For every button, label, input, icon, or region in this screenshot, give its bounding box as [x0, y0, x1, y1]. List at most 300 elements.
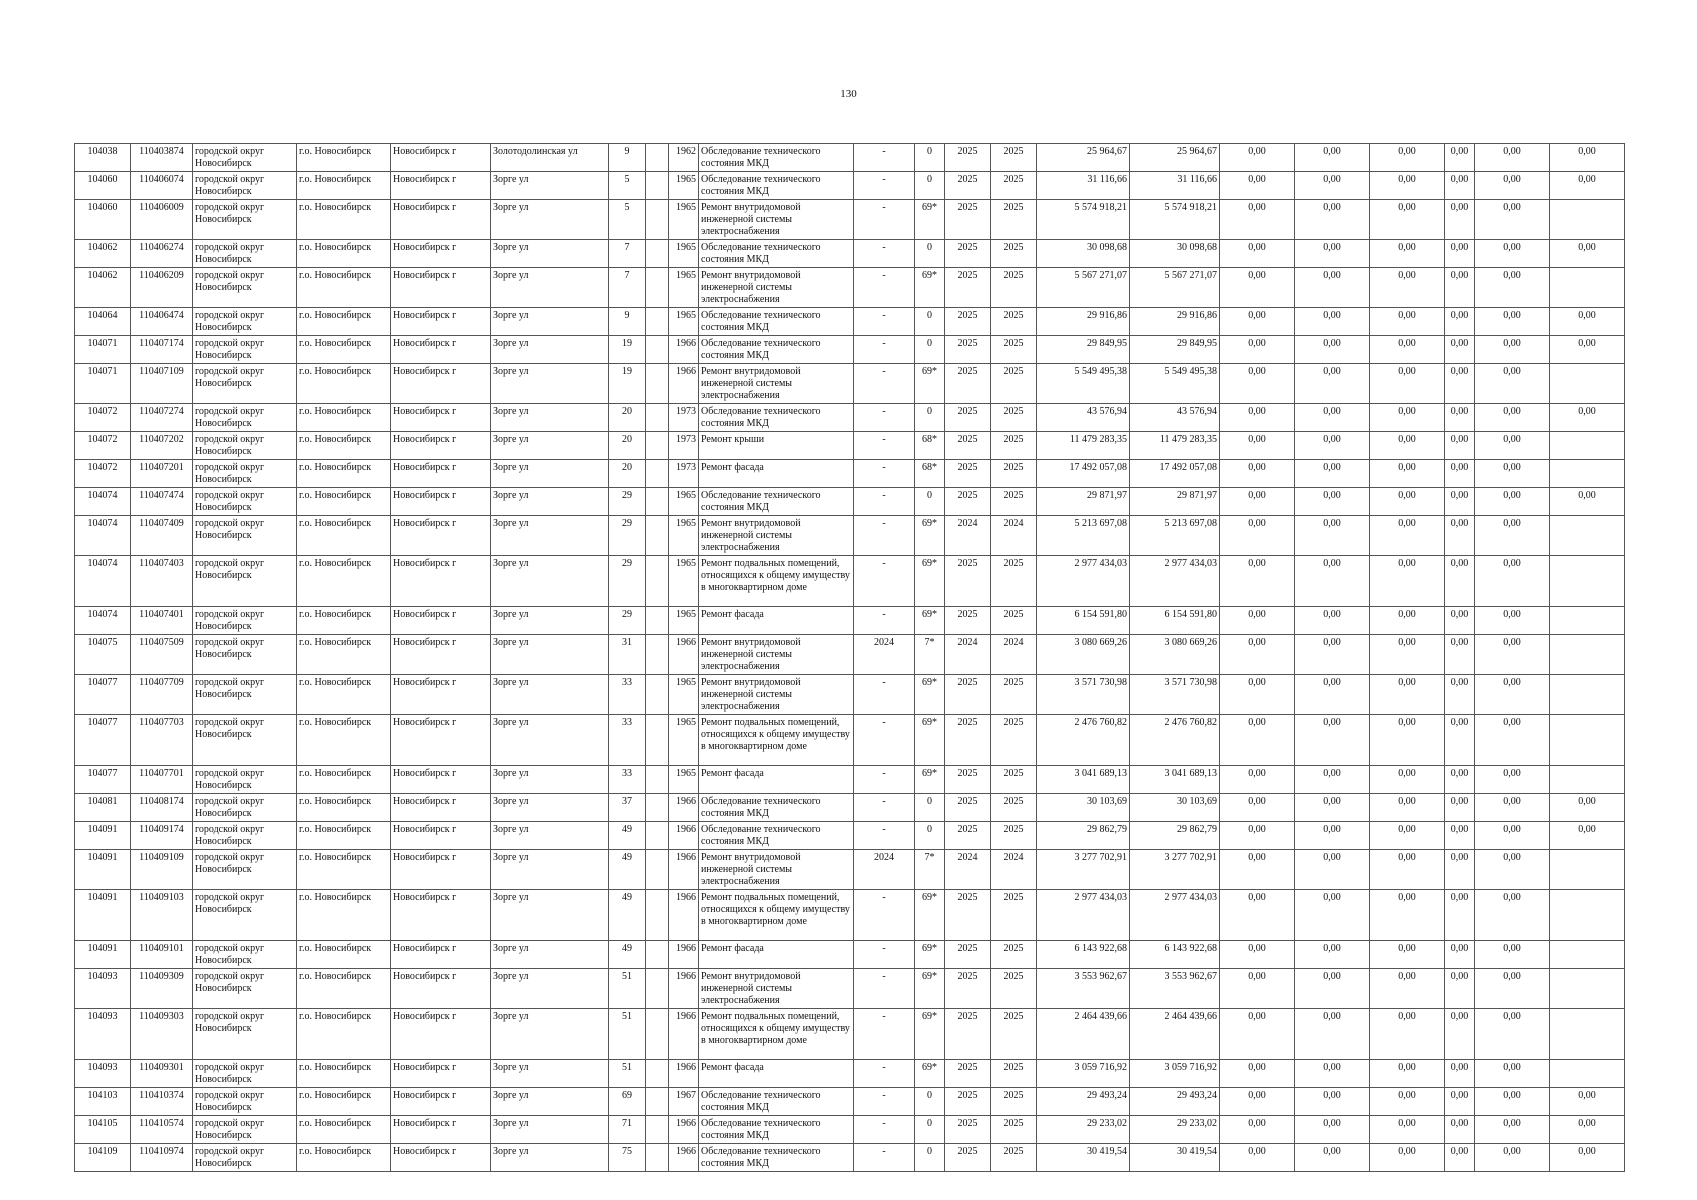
cell-budget-local: 0,00 — [1370, 1060, 1445, 1088]
cell-municipality: городской округ Новосибирск — [193, 240, 297, 268]
cell-budget-federal: 0,00 — [1220, 822, 1295, 850]
cell-budget-regional: 0,00 — [1295, 822, 1370, 850]
cell-budget-federal: 0,00 — [1220, 766, 1295, 794]
cell-building — [646, 1116, 669, 1144]
cell-building — [646, 404, 669, 432]
cell-prev-year: 2024 — [854, 850, 915, 890]
cell-year: 1965 — [669, 675, 699, 715]
table-row — [75, 404, 1625, 432]
cell-building — [646, 1144, 669, 1172]
cell-budget-local: 0,00 — [1370, 890, 1445, 941]
cell-prev-year: - — [854, 1009, 915, 1060]
cell-municipality: городской округ Новосибирск — [193, 766, 297, 794]
cell-other-2: 0,00 — [1550, 1144, 1625, 1172]
cell-prev-year: - — [854, 890, 915, 941]
cell-work-type: Ремонт внутридомовой инженерной системы электроснабжения — [699, 200, 854, 240]
cell-plan-start: 2025 — [945, 890, 991, 941]
cell-plan-start: 2025 — [945, 336, 991, 364]
cell-rate: 0 — [915, 1144, 945, 1172]
cell-id: 104109 — [75, 1144, 131, 1172]
cell-year: 1965 — [669, 556, 699, 607]
cell-house: 20 — [609, 432, 646, 460]
cell-budget-federal: 0,00 — [1220, 432, 1295, 460]
cell-street: Зорге ул — [491, 268, 609, 308]
cell-house: 33 — [609, 715, 646, 766]
cell-settlement: Новосибирск г — [391, 432, 491, 460]
cell-building — [646, 364, 669, 404]
cell-plan-start: 2025 — [945, 1088, 991, 1116]
cell-other-1: 0,00 — [1475, 794, 1550, 822]
cell-code: 110407174 — [131, 336, 193, 364]
cell-plan-start: 2025 — [945, 460, 991, 488]
cell-district: г.о. Новосибирск — [297, 432, 391, 460]
cell-budget-local: 0,00 — [1370, 850, 1445, 890]
cell-budget-local: 0,00 — [1370, 607, 1445, 635]
cell-plan-start: 2025 — [945, 364, 991, 404]
cell-code: 110407401 — [131, 607, 193, 635]
cell-building — [646, 200, 669, 240]
cell-budget-local: 0,00 — [1370, 460, 1445, 488]
cell-work-type: Ремонт внутридомовой инженерной системы электроснабжения — [699, 364, 854, 404]
cell-budget-federal: 0,00 — [1220, 200, 1295, 240]
cell-total-cost: 3 080 669,26 — [1037, 635, 1130, 675]
cell-rate: 69* — [915, 516, 945, 556]
cell-street: Зорге ул — [491, 432, 609, 460]
cell-total-cost: 3 553 962,67 — [1037, 969, 1130, 1009]
cell-year: 1966 — [669, 941, 699, 969]
cell-budget-regional: 0,00 — [1295, 766, 1370, 794]
cell-budget-local: 0,00 — [1370, 364, 1445, 404]
cell-prev-year: - — [854, 822, 915, 850]
cell-total-cost: 31 116,66 — [1037, 172, 1130, 200]
cell-budget-federal: 0,00 — [1220, 794, 1295, 822]
cell-budget-regional: 0,00 — [1295, 1009, 1370, 1060]
cell-house: 9 — [609, 308, 646, 336]
cell-other-1: 0,00 — [1475, 1088, 1550, 1116]
cell-settlement: Новосибирск г — [391, 268, 491, 308]
cell-prev-year: - — [854, 200, 915, 240]
cell-work-type: Обследование технического состояния МКД — [699, 794, 854, 822]
table-row — [75, 556, 1625, 607]
cell-own-funds: 0,00 — [1445, 794, 1475, 822]
cell-id: 104072 — [75, 460, 131, 488]
cell-rate: 69* — [915, 675, 945, 715]
cell-settlement: Новосибирск г — [391, 240, 491, 268]
cell-work-type: Обследование технического состояния МКД — [699, 822, 854, 850]
cell-budget-federal: 0,00 — [1220, 607, 1295, 635]
cell-budget-regional: 0,00 — [1295, 308, 1370, 336]
cell-total-cost: 3 571 730,98 — [1037, 675, 1130, 715]
cell-work-type: Ремонт внутридомовой инженерной системы электроснабжения — [699, 635, 854, 675]
table-row — [75, 675, 1625, 715]
cell-work-type: Обследование технического состояния МКД — [699, 144, 854, 172]
cell-own-funds: 0,00 — [1445, 635, 1475, 675]
cell-own-funds: 0,00 — [1445, 336, 1475, 364]
cell-other-2 — [1550, 675, 1625, 715]
cell-budget-regional: 0,00 — [1295, 890, 1370, 941]
cell-prev-year: - — [854, 1144, 915, 1172]
cell-other-2 — [1550, 1060, 1625, 1088]
cell-plan-start: 2025 — [945, 715, 991, 766]
table-row — [75, 1009, 1625, 1060]
cell-total-cost: 29 493,24 — [1037, 1088, 1130, 1116]
cell-building — [646, 635, 669, 675]
cell-building — [646, 941, 669, 969]
cell-house: 29 — [609, 516, 646, 556]
cell-id: 104060 — [75, 172, 131, 200]
cell-id: 104077 — [75, 766, 131, 794]
cell-code: 110407474 — [131, 488, 193, 516]
cell-budget-federal: 0,00 — [1220, 268, 1295, 308]
cell-rate: 69* — [915, 890, 945, 941]
cell-rate: 69* — [915, 268, 945, 308]
cell-id: 104091 — [75, 890, 131, 941]
cell-fund-cost: 5 567 271,07 — [1130, 268, 1220, 308]
cell-budget-regional: 0,00 — [1295, 364, 1370, 404]
cell-other-1: 0,00 — [1475, 607, 1550, 635]
cell-work-type: Ремонт подвальных помещений, относящихся к общему имуществу в многоквартирном доме — [699, 890, 854, 941]
cell-fund-cost: 3 059 716,92 — [1130, 1060, 1220, 1088]
cell-id: 104075 — [75, 635, 131, 675]
cell-code: 110407701 — [131, 766, 193, 794]
cell-total-cost: 3 277 702,91 — [1037, 850, 1130, 890]
cell-prev-year: - — [854, 144, 915, 172]
cell-building — [646, 969, 669, 1009]
cell-work-type: Ремонт фасада — [699, 460, 854, 488]
cell-total-cost: 5 549 495,38 — [1037, 364, 1130, 404]
cell-plan-start: 2025 — [945, 172, 991, 200]
cell-code: 110407201 — [131, 460, 193, 488]
cell-work-type: Обследование технического состояния МКД — [699, 1144, 854, 1172]
cell-budget-local: 0,00 — [1370, 144, 1445, 172]
cell-work-type: Ремонт внутридомовой инженерной системы электроснабжения — [699, 969, 854, 1009]
cell-own-funds: 0,00 — [1445, 144, 1475, 172]
cell-fund-cost: 29 233,02 — [1130, 1116, 1220, 1144]
cell-id: 104091 — [75, 850, 131, 890]
cell-own-funds: 0,00 — [1445, 607, 1475, 635]
cell-street: Зорге ул — [491, 794, 609, 822]
cell-budget-local: 0,00 — [1370, 488, 1445, 516]
cell-budget-regional: 0,00 — [1295, 850, 1370, 890]
cell-other-1: 0,00 — [1475, 432, 1550, 460]
cell-house: 49 — [609, 850, 646, 890]
table-row — [75, 850, 1625, 890]
cell-prev-year: - — [854, 1060, 915, 1088]
cell-code: 110409309 — [131, 969, 193, 1009]
cell-budget-regional: 0,00 — [1295, 1088, 1370, 1116]
cell-year: 1965 — [669, 766, 699, 794]
table-row — [75, 715, 1625, 766]
cell-fund-cost: 30 419,54 — [1130, 1144, 1220, 1172]
cell-prev-year: - — [854, 172, 915, 200]
cell-prev-year: - — [854, 607, 915, 635]
cell-prev-year: 2024 — [854, 635, 915, 675]
cell-plan-start: 2024 — [945, 635, 991, 675]
cell-building — [646, 556, 669, 607]
cell-plan-end: 2025 — [991, 268, 1037, 308]
cell-settlement: Новосибирск г — [391, 941, 491, 969]
cell-id: 104062 — [75, 268, 131, 308]
cell-budget-local: 0,00 — [1370, 969, 1445, 1009]
cell-code: 110407709 — [131, 675, 193, 715]
cell-building — [646, 240, 669, 268]
cell-rate: 69* — [915, 556, 945, 607]
cell-settlement: Новосибирск г — [391, 1060, 491, 1088]
cell-prev-year: - — [854, 268, 915, 308]
cell-plan-start: 2025 — [945, 1144, 991, 1172]
cell-budget-regional: 0,00 — [1295, 607, 1370, 635]
cell-year: 1965 — [669, 308, 699, 336]
cell-prev-year: - — [854, 766, 915, 794]
table-row — [75, 200, 1625, 240]
cell-house: 51 — [609, 969, 646, 1009]
cell-budget-local: 0,00 — [1370, 200, 1445, 240]
cell-street: Золотодолинская ул — [491, 144, 609, 172]
cell-other-1: 0,00 — [1475, 822, 1550, 850]
cell-plan-start: 2024 — [945, 516, 991, 556]
cell-year: 1965 — [669, 607, 699, 635]
cell-own-funds: 0,00 — [1445, 969, 1475, 1009]
cell-id: 104093 — [75, 1009, 131, 1060]
cell-budget-federal: 0,00 — [1220, 850, 1295, 890]
cell-district: г.о. Новосибирск — [297, 1116, 391, 1144]
cell-settlement: Новосибирск г — [391, 460, 491, 488]
cell-code: 110409174 — [131, 822, 193, 850]
cell-fund-cost: 29 916,86 — [1130, 308, 1220, 336]
cell-municipality: городской округ Новосибирск — [193, 404, 297, 432]
cell-other-1: 0,00 — [1475, 890, 1550, 941]
cell-plan-start: 2025 — [945, 268, 991, 308]
cell-other-1: 0,00 — [1475, 1144, 1550, 1172]
cell-other-1: 0,00 — [1475, 941, 1550, 969]
cell-fund-cost: 29 871,97 — [1130, 488, 1220, 516]
cell-plan-start: 2025 — [945, 432, 991, 460]
cell-budget-regional: 0,00 — [1295, 336, 1370, 364]
cell-settlement: Новосибирск г — [391, 1088, 491, 1116]
cell-house: 9 — [609, 144, 646, 172]
table-row — [75, 432, 1625, 460]
cell-plan-end: 2025 — [991, 556, 1037, 607]
cell-budget-local: 0,00 — [1370, 172, 1445, 200]
cell-work-type: Ремонт фасада — [699, 941, 854, 969]
table-row — [75, 1144, 1625, 1172]
cell-plan-end: 2025 — [991, 969, 1037, 1009]
cell-budget-federal: 0,00 — [1220, 240, 1295, 268]
cell-budget-local: 0,00 — [1370, 336, 1445, 364]
cell-code: 110407509 — [131, 635, 193, 675]
cell-rate: 0 — [915, 822, 945, 850]
cell-budget-regional: 0,00 — [1295, 268, 1370, 308]
cell-id: 104093 — [75, 1060, 131, 1088]
cell-other-2: 0,00 — [1550, 488, 1625, 516]
cell-building — [646, 144, 669, 172]
cell-plan-start: 2025 — [945, 607, 991, 635]
cell-municipality: городской округ Новосибирск — [193, 144, 297, 172]
table-row — [75, 240, 1625, 268]
cell-municipality: городской округ Новосибирск — [193, 1088, 297, 1116]
cell-code: 110410574 — [131, 1116, 193, 1144]
cell-id: 104077 — [75, 675, 131, 715]
cell-id: 104093 — [75, 969, 131, 1009]
cell-other-1: 0,00 — [1475, 488, 1550, 516]
cell-own-funds: 0,00 — [1445, 172, 1475, 200]
cell-building — [646, 794, 669, 822]
cell-other-2: 0,00 — [1550, 1116, 1625, 1144]
table-row — [75, 766, 1625, 794]
cell-total-cost: 2 464 439,66 — [1037, 1009, 1130, 1060]
cell-district: г.о. Новосибирск — [297, 822, 391, 850]
cell-own-funds: 0,00 — [1445, 766, 1475, 794]
cell-budget-local: 0,00 — [1370, 516, 1445, 556]
cell-total-cost: 30 098,68 — [1037, 240, 1130, 268]
cell-plan-start: 2025 — [945, 1009, 991, 1060]
cell-work-type: Ремонт фасада — [699, 1060, 854, 1088]
cell-code: 110406474 — [131, 308, 193, 336]
cell-district: г.о. Новосибирск — [297, 766, 391, 794]
cell-other-2 — [1550, 850, 1625, 890]
cell-street: Зорге ул — [491, 1060, 609, 1088]
cell-plan-end: 2025 — [991, 1116, 1037, 1144]
table-row — [75, 460, 1625, 488]
cell-building — [646, 1060, 669, 1088]
cell-work-type: Ремонт подвальных помещений, относящихся к общему имуществу в многоквартирном доме — [699, 715, 854, 766]
cell-house: 20 — [609, 404, 646, 432]
cell-plan-end: 2025 — [991, 941, 1037, 969]
cell-street: Зорге ул — [491, 822, 609, 850]
cell-district: г.о. Новосибирск — [297, 941, 391, 969]
cell-fund-cost: 2 476 760,82 — [1130, 715, 1220, 766]
cell-street: Зорге ул — [491, 1088, 609, 1116]
cell-total-cost: 29 849,95 — [1037, 336, 1130, 364]
cell-rate: 69* — [915, 1009, 945, 1060]
cell-settlement: Новосибирск г — [391, 404, 491, 432]
cell-other-1: 0,00 — [1475, 635, 1550, 675]
cell-plan-start: 2025 — [945, 488, 991, 516]
cell-work-type: Ремонт внутридомовой инженерной системы электроснабжения — [699, 516, 854, 556]
cell-prev-year: - — [854, 516, 915, 556]
cell-budget-regional: 0,00 — [1295, 1116, 1370, 1144]
cell-rate: 7* — [915, 635, 945, 675]
cell-district: г.о. Новосибирск — [297, 404, 391, 432]
cell-budget-regional: 0,00 — [1295, 432, 1370, 460]
cell-house: 37 — [609, 794, 646, 822]
cell-own-funds: 0,00 — [1445, 200, 1475, 240]
cell-prev-year: - — [854, 404, 915, 432]
cell-total-cost: 5 574 918,21 — [1037, 200, 1130, 240]
cell-municipality: городской округ Новосибирск — [193, 460, 297, 488]
cell-code: 110406274 — [131, 240, 193, 268]
cell-street: Зорге ул — [491, 240, 609, 268]
table-row — [75, 336, 1625, 364]
cell-fund-cost: 6 143 922,68 — [1130, 941, 1220, 969]
cell-municipality: городской округ Новосибирск — [193, 1060, 297, 1088]
cell-settlement: Новосибирск г — [391, 850, 491, 890]
cell-plan-start: 2025 — [945, 1060, 991, 1088]
cell-fund-cost: 3 277 702,91 — [1130, 850, 1220, 890]
cell-total-cost: 2 977 434,03 — [1037, 556, 1130, 607]
cell-year: 1973 — [669, 404, 699, 432]
cell-other-1: 0,00 — [1475, 268, 1550, 308]
cell-other-1: 0,00 — [1475, 144, 1550, 172]
cell-house: 20 — [609, 460, 646, 488]
cell-work-type: Ремонт внутридомовой инженерной системы электроснабжения — [699, 675, 854, 715]
cell-budget-federal: 0,00 — [1220, 364, 1295, 404]
cell-rate: 0 — [915, 308, 945, 336]
cell-code: 110409103 — [131, 890, 193, 941]
cell-total-cost: 29 233,02 — [1037, 1116, 1130, 1144]
cell-other-2 — [1550, 556, 1625, 607]
cell-plan-end: 2025 — [991, 488, 1037, 516]
cell-building — [646, 890, 669, 941]
cell-settlement: Новосибирск г — [391, 364, 491, 404]
cell-district: г.о. Новосибирск — [297, 890, 391, 941]
cell-year: 1973 — [669, 460, 699, 488]
cell-prev-year: - — [854, 969, 915, 1009]
cell-year: 1962 — [669, 144, 699, 172]
cell-municipality: городской округ Новосибирск — [193, 516, 297, 556]
cell-district: г.о. Новосибирск — [297, 308, 391, 336]
cell-settlement: Новосибирск г — [391, 715, 491, 766]
cell-district: г.о. Новосибирск — [297, 1009, 391, 1060]
cell-work-type: Ремонт фасада — [699, 607, 854, 635]
cell-other-2: 0,00 — [1550, 144, 1625, 172]
cell-rate: 0 — [915, 240, 945, 268]
cell-district: г.о. Новосибирск — [297, 1088, 391, 1116]
table-row — [75, 794, 1625, 822]
cell-other-1: 0,00 — [1475, 172, 1550, 200]
cell-other-2: 0,00 — [1550, 404, 1625, 432]
cell-budget-federal: 0,00 — [1220, 144, 1295, 172]
cell-id: 104060 — [75, 200, 131, 240]
cell-municipality: городской округ Новосибирск — [193, 172, 297, 200]
cell-budget-local: 0,00 — [1370, 1009, 1445, 1060]
cell-street: Зорге ул — [491, 715, 609, 766]
cell-rate: 69* — [915, 607, 945, 635]
cell-own-funds: 0,00 — [1445, 822, 1475, 850]
cell-budget-federal: 0,00 — [1220, 890, 1295, 941]
cell-code: 110409303 — [131, 1009, 193, 1060]
cell-code: 110407274 — [131, 404, 193, 432]
cell-street: Зорге ул — [491, 460, 609, 488]
table-row — [75, 822, 1625, 850]
cell-settlement: Новосибирск г — [391, 607, 491, 635]
cell-budget-regional: 0,00 — [1295, 460, 1370, 488]
cell-budget-regional: 0,00 — [1295, 200, 1370, 240]
cell-other-1: 0,00 — [1475, 1060, 1550, 1088]
cell-other-1: 0,00 — [1475, 364, 1550, 404]
cell-total-cost: 2 977 434,03 — [1037, 890, 1130, 941]
cell-plan-end: 2025 — [991, 432, 1037, 460]
cell-prev-year: - — [854, 794, 915, 822]
cell-house: 49 — [609, 941, 646, 969]
cell-work-type: Ремонт внутридомовой инженерной системы электроснабжения — [699, 850, 854, 890]
cell-street: Зорге ул — [491, 890, 609, 941]
cell-settlement: Новосибирск г — [391, 969, 491, 1009]
cell-budget-regional: 0,00 — [1295, 556, 1370, 607]
cell-other-1: 0,00 — [1475, 516, 1550, 556]
cell-other-1: 0,00 — [1475, 850, 1550, 890]
cell-budget-regional: 0,00 — [1295, 404, 1370, 432]
cell-code: 110409109 — [131, 850, 193, 890]
cell-year: 1966 — [669, 969, 699, 1009]
cell-year: 1965 — [669, 488, 699, 516]
cell-own-funds: 0,00 — [1445, 364, 1475, 404]
cell-house: 75 — [609, 1144, 646, 1172]
table-row — [75, 941, 1625, 969]
cell-building — [646, 516, 669, 556]
cell-municipality: городской округ Новосибирск — [193, 941, 297, 969]
cell-plan-end: 2025 — [991, 607, 1037, 635]
